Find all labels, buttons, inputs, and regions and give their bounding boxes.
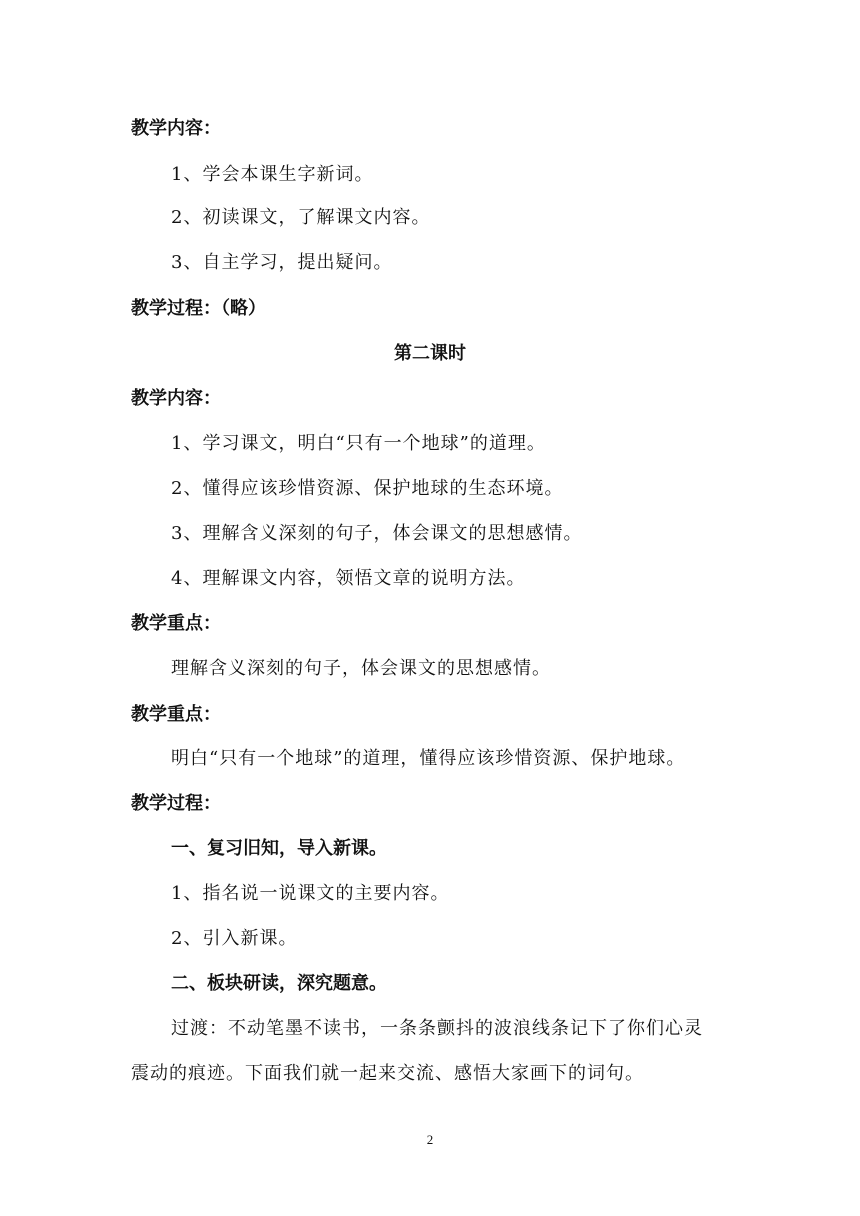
lesson1-process: 教学过程：（略） [131,298,266,319]
lesson1-item-3: 3、自主学习，提出疑问。 [171,252,393,273]
section2-title: 二、板块研读，深究题意。 [171,973,387,994]
lesson2-content-heading: 教学内容： [131,388,221,409]
lesson2-key-heading: 教学重点： [131,613,221,634]
lesson2-item-3: 3、理解含义深刻的句子，体会课文的思想感情。 [171,523,583,544]
lesson1-content-heading: 教学内容： [131,118,221,139]
lesson2-key2-text: 明白“只有一个地球”的道理，懂得应该珍惜资源、保护地球。 [171,748,686,769]
lesson2-process-heading: 教学过程： [131,793,221,814]
lesson2-item-2: 2、懂得应该珍惜资源、保护地球的生态环境。 [171,478,564,499]
lesson2-title: 第二课时 [394,343,466,364]
lesson2-key-text: 理解含义深刻的句子，体会课文的思想感情。 [171,658,551,679]
section1-item-1: 1、指名说一说课文的主要内容。 [171,883,450,904]
transition-line-1: 过渡：不动笔墨不读书，一条条颤抖的波浪线条记下了你们心灵 [171,1018,703,1039]
transition-line-2: 震动的痕迹。下面我们就一起来交流、感悟大家画下的词句。 [131,1063,644,1084]
lesson2-item-4: 4、理解课文内容，领悟文章的说明方法。 [171,568,526,589]
section1-item-2: 2、引入新课。 [171,928,298,949]
lesson2-key2-heading: 教学重点： [131,704,221,725]
page-number: 2 [426,1132,434,1147]
lesson1-item-2: 2、初读课文，了解课文内容。 [171,207,431,228]
lesson2-item-1: 1、学习课文，明白“只有一个地球”的道理。 [171,433,546,454]
lesson1-item-1: 1、学会本课生字新词。 [171,164,374,185]
section1-title: 一、复习旧知，导入新课。 [171,838,387,859]
